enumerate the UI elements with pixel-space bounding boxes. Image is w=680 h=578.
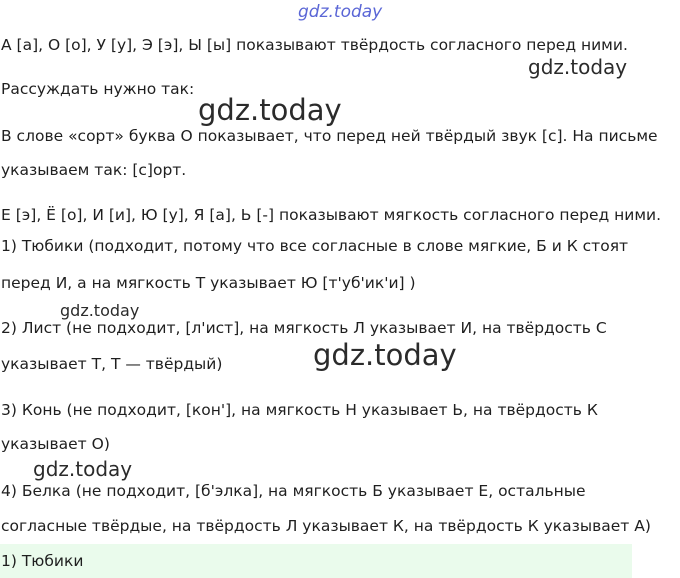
text-line: Рассуждать нужно так: bbox=[1, 80, 195, 98]
text-line: указывает О) bbox=[1, 435, 110, 453]
text-line: 4) Белка (не подходит, [б'элка], на мягкость Б указывает Е, остальные bbox=[1, 482, 586, 500]
answer-text: 1) Тюбики bbox=[1, 552, 84, 570]
text-line: Е [э], Ё [о], И [и], Ю [у], Я [а], Ь [-] показывают мягкость согласного перед ними. bbox=[1, 206, 662, 224]
text-line: В слове «сорт» буква О показывает, что перед ней твёрдый звук [с]. На письме bbox=[1, 127, 658, 145]
answer-box bbox=[0, 544, 632, 578]
text-line: согласные твёрдые, на твёрдость Л указывает К, на твёрдость К указывает А) bbox=[1, 517, 651, 535]
watermark: gdz.today bbox=[33, 457, 133, 481]
watermark: gdz.today bbox=[313, 338, 457, 372]
text-line: перед И, а на мягкость Т указывает Ю [т'уб'ик'и] ) bbox=[1, 274, 416, 292]
text-line: указываем так: [с]орт. bbox=[1, 161, 187, 179]
watermark: gdz.today bbox=[198, 93, 342, 127]
text-line: 1) Тюбики (подходит, потому что все согласные в слове мягкие, Б и К стоят bbox=[1, 237, 629, 255]
watermark: gdz.today bbox=[298, 2, 383, 22]
text-line: А [а], О [о], У [у], Э [э], Ы [ы] показывают твёрдость согласного перед ними. bbox=[1, 36, 628, 54]
text-line: 2) Лист (не подходит, [л'ист], на мягкость Л указывает И, на твёрдость С bbox=[1, 319, 607, 337]
watermark: gdz.today bbox=[60, 301, 140, 320]
text-line: указывает Т, Т — твёрдый) bbox=[1, 355, 223, 373]
watermark: gdz.today bbox=[528, 55, 628, 79]
text-line: 3) Конь (не подходит, [кон'], на мягкость Н указывает Ь, на твёрдость К bbox=[1, 401, 598, 419]
